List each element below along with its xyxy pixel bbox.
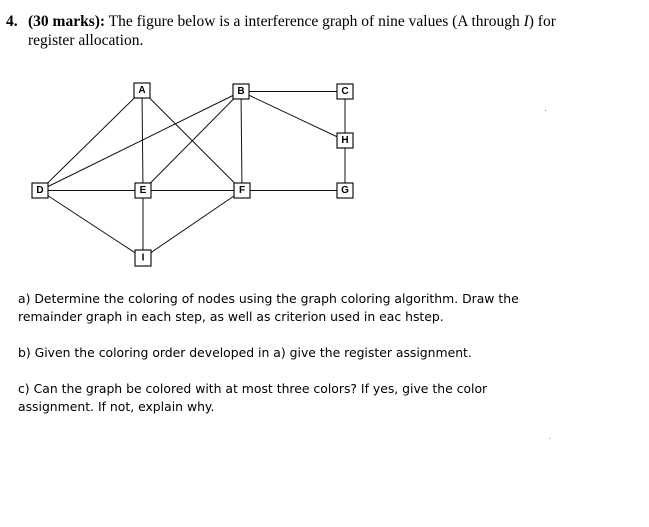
part-b: b) Given the coloring order developed in a) give the register assignment. [18,345,472,360]
question-parts [18,290,538,434]
node-H [337,133,353,148]
node-F-label: F [238,185,246,196]
edge-D-I [40,191,143,259]
node-B [233,84,249,99]
part-c: c) Can the graph be colored with at most three colors? If yes, give the color assignment. If not, explain why. [18,381,488,414]
node-C-label: C [341,86,349,97]
node-D [32,183,48,198]
question-line-2: register allocation. [28,32,144,49]
node-A-label: A [138,85,146,96]
graph-nodes [32,83,353,266]
edge-B-H [241,92,345,141]
question-number: 4. [6,13,18,30]
graph-edges [40,91,345,259]
edge-B-F [241,92,242,191]
node-E [135,183,151,198]
edge-F-I [143,191,242,259]
part-a: a) Determine the coloring of nodes using the graph coloring algorithm. Draw the remainder graph in each step, as well as criterion used in eac hstep. [18,291,519,324]
node-I [135,250,151,266]
node-C [337,84,353,99]
question-text-italic: I [523,13,529,30]
node-D-label: D [36,185,44,196]
node-G [337,183,353,198]
node-F [234,183,250,198]
node-B-label: B [237,86,245,97]
node-A [134,83,150,98]
edge-A-D [40,91,142,191]
speck [549,438,550,439]
speck [545,110,546,111]
node-I-label: I [141,252,145,264]
edge-B-D [40,92,241,191]
question-text: The figure below is a interference graph of nine values (A through [108,13,524,30]
question-marks: (30 marks): [28,13,106,30]
question-text-end: ) for [528,13,556,30]
node-G-label: G [341,185,349,196]
node-H-label: H [341,135,349,146]
node-E-label: E [139,185,147,196]
